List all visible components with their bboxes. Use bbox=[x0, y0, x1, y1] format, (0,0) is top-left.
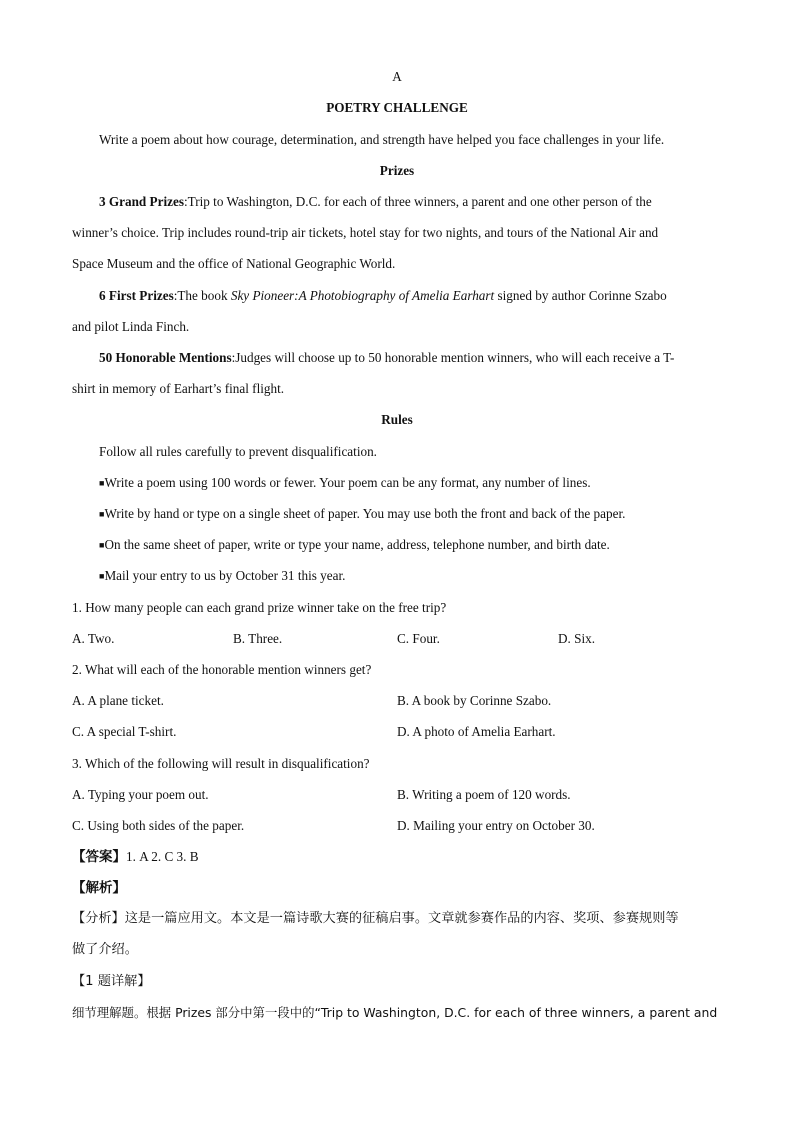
bullet-icon: ■ bbox=[99, 571, 105, 581]
grand-prize-label: 3 Grand Prizes bbox=[99, 194, 184, 209]
first-prize-line2: and pilot Linda Finch. bbox=[72, 319, 190, 334]
option-c: C. A special T-shirt. bbox=[72, 724, 177, 739]
analysis-label: 【解析】 bbox=[72, 880, 126, 896]
option-c: C. Four. bbox=[397, 631, 440, 646]
option-a: A. Typing your poem out. bbox=[72, 787, 209, 802]
answer-line bbox=[72, 848, 199, 866]
first-prize-label: 6 First Prizes bbox=[99, 288, 174, 303]
option-c: C. Using both sides of the paper. bbox=[72, 818, 245, 833]
rules-heading: Rules bbox=[381, 412, 413, 427]
rules-intro: Follow all rules carefully to prevent disqualification. bbox=[99, 444, 377, 459]
first-prize-post: signed by author Corinne Szabo bbox=[494, 288, 667, 303]
first-prize-book-title: Sky Pioneer:A Photobiography of Amelia Earhart bbox=[230, 288, 495, 303]
option-a: A. A plane ticket. bbox=[72, 693, 164, 708]
answer-text: 1. A 2. C 3. B bbox=[126, 849, 199, 864]
first-prize-line1 bbox=[99, 287, 667, 305]
grand-prize-line2: winner’s choice. Trip includes round-trip air tickets, hotel stay for two nights, and tours of the National Air and bbox=[72, 225, 659, 240]
analysis-fenxi-line1: 【分析】这是一篇应用文。本文是一篇诗歌大赛的征稿启事。文章就参赛作品的内容、奖项、参赛规则等 bbox=[72, 911, 679, 926]
honorable-label: 50 Honorable Mentions bbox=[99, 350, 232, 365]
answer-label: 【答案】 bbox=[72, 849, 126, 865]
option-d: D. Mailing your entry on October 30. bbox=[397, 818, 595, 833]
option-a: A. Two. bbox=[72, 631, 115, 646]
rule-item: ■Write by hand or type on a single sheet of paper. You may use both the front and back of the paper. bbox=[99, 506, 626, 521]
honorable-line2: shirt in memory of Earhart’s final flight. bbox=[72, 381, 285, 396]
grand-prize-text: :Trip to Washington, D.C. for each of three winners, a parent and one other person of the bbox=[183, 194, 652, 209]
bullet-icon: ■ bbox=[99, 478, 105, 488]
detail-line1: 细节理解题。根据 Prizes 部分中第一段中的“Trip to Washington, D.C. for each of three winners, a parent and bbox=[72, 1005, 718, 1020]
grand-prize-line1 bbox=[99, 193, 652, 211]
bullet-icon: ■ bbox=[99, 540, 105, 550]
option-d: D. Six. bbox=[558, 631, 596, 646]
honorable-text: :Judges will choose up to 50 honorable mention winners, who will each receive a T- bbox=[231, 350, 675, 365]
option-b: B. Three. bbox=[233, 631, 283, 646]
detail-label: 【1 题详解】 bbox=[72, 974, 151, 989]
question-stem: 3. Which of the following will result in disqualification? bbox=[72, 756, 370, 771]
passage-title: POETRY CHALLENGE bbox=[326, 100, 468, 115]
first-prize-pre: :The book bbox=[173, 288, 231, 303]
analysis-fenxi-line2: 做了介绍。 bbox=[72, 942, 138, 957]
honorable-line1 bbox=[99, 349, 674, 367]
passage-intro: Write a poem about how courage, determination, and strength have helped you face challenges in your life. bbox=[99, 132, 665, 147]
option-b: B. A book by Corinne Szabo. bbox=[397, 693, 552, 708]
passage-letter: A bbox=[392, 69, 402, 84]
option-b: B. Writing a poem of 120 words. bbox=[397, 787, 571, 802]
question-stem: 2. What will each of the honorable mention winners get? bbox=[72, 662, 372, 677]
question-stem: 1. How many people can each grand prize winner take on the free trip? bbox=[72, 600, 447, 615]
grand-prize-line3: Space Museum and the office of National Geographic World. bbox=[72, 256, 396, 271]
rule-item: ■Write a poem using 100 words or fewer. Your poem can be any format, any number of lines. bbox=[99, 475, 591, 490]
bullet-icon: ■ bbox=[99, 509, 105, 519]
rule-item: ■Mail your entry to us by October 31 this year. bbox=[99, 568, 346, 583]
prizes-heading: Prizes bbox=[379, 163, 415, 178]
rule-item: ■On the same sheet of paper, write or type your name, address, telephone number, and birth date. bbox=[99, 537, 610, 552]
option-d: D. A photo of Amelia Earhart. bbox=[397, 724, 556, 739]
